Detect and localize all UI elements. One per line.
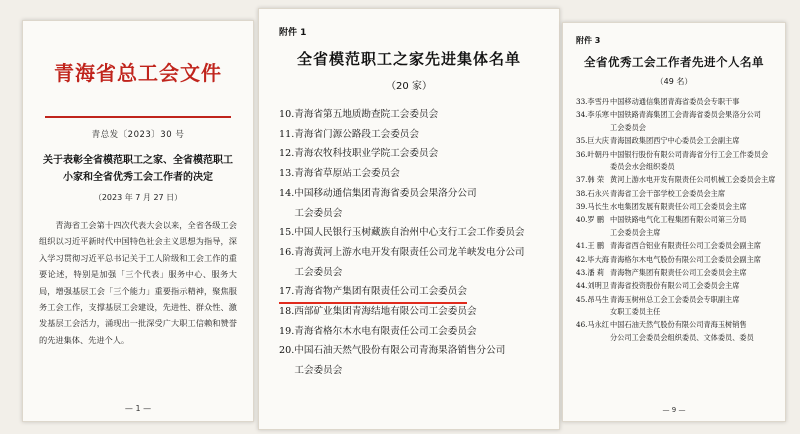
person-name: 35.巨大庆 [576, 136, 609, 146]
list-item: 13.青海省草原站工会委员会 [279, 168, 400, 180]
mid-attachment-label: 附件 1 [279, 28, 307, 38]
person-name: 36.叶朝丹 [576, 149, 609, 159]
person-affiliation: 青海省工会干部学校工会委员会主席 [610, 188, 726, 198]
right-doc-subtitle: （49 名） [655, 77, 693, 86]
person-name: 41.王 鹏 [576, 241, 605, 251]
person-name: 39.马长生 [576, 202, 609, 211]
left-doc-page-number: — 1 — [124, 404, 152, 413]
highlighted-entry: 17.青海省物产集团有限责任公司工会委员会 [279, 283, 467, 302]
left-doc-date: （2023 年 7 月 27 日） [93, 193, 183, 202]
left-doc-title-line-2: 小家和全省优秀工会工作者的决定 [63, 172, 213, 183]
mid-doc-subtitle: （20 家） [386, 81, 432, 92]
list-item [576, 96, 772, 108]
person-affiliation: 中国移动通信集团青海省委员会专职干事 [610, 97, 740, 106]
person-name: 45.昂马生 [576, 294, 609, 304]
right-doc-list [576, 96, 776, 344]
list-item [576, 294, 772, 319]
person-affiliation [610, 267, 772, 279]
list-item: 11.青海省门源公路段工会委员会 [279, 128, 419, 140]
person-name: 37.韩 荣 [576, 175, 605, 185]
middle-document [258, 8, 560, 430]
person-affiliation: 青海国政集团西宁中心委员会工会副主席 [610, 136, 740, 146]
list-item [576, 240, 772, 252]
list-item [576, 267, 772, 279]
list-item: 20.中国石油天然气股份有限公司青海果洛销售分公司 [279, 345, 506, 357]
person-affiliation: 中国铁路电气化工程集团有限公司第三分局 工会委员会主席 [610, 215, 747, 237]
left-document [22, 20, 254, 422]
person-name: 34.李乐寒 [576, 110, 609, 120]
left-doc-title-line-1: 关于表彰全省模范职工之家、全省模范职工 [43, 155, 233, 166]
person-name: 40.罗 鹏 [576, 215, 605, 225]
list-item [576, 319, 772, 344]
person-affiliation: 中国铁路青海集团工会青海省委员会果洛分公司 工会委员会 [610, 110, 761, 132]
list-item: 14.中国移动通信集团青海省委员会果洛分公司 [279, 187, 477, 199]
person-affiliation: 青海玉树州总工会工会委员会专职副主席 女职工委员主任 [610, 294, 740, 316]
list-item [576, 188, 772, 200]
person-name: 33.李雪丹 [576, 97, 609, 106]
person-name: 44.刘明卫 [576, 281, 609, 291]
mid-doc-list [279, 106, 539, 381]
doc-number: 青总发〔2023〕30 号 [91, 130, 185, 140]
person-affiliation: 中国石油天然气股份有限公司青海玉树销售 分公司工会委员会组织委员、文体委员、委员 [610, 320, 754, 342]
person-affiliation: 青海格尔木电气股份有限公司工会委员会副主席 [610, 254, 761, 264]
list-item: 工会委员会 [294, 365, 343, 377]
list-item [576, 174, 776, 186]
list-item [576, 254, 772, 266]
right-doc-page-number: — 9 — [662, 406, 686, 414]
person-affiliation: 青海省西合铝业有限责任公司工会委员会副主席 [610, 241, 761, 251]
highlighted-entry: 青海物产集团有限责任公司工会委员会主席 [610, 267, 747, 279]
list-item: 15.中国人民银行玉树藏族自治州中心支行工会工作委员会 [279, 227, 525, 239]
list-item [576, 135, 772, 147]
left-doc-header-title: 青海省总工会文件 [54, 61, 222, 85]
list-item [576, 214, 772, 239]
person-name: 42.毕大海 [576, 254, 609, 264]
list-item [576, 109, 772, 134]
person-affiliation: 水电集团发展有限责任公司工会委员会主席 [610, 202, 747, 211]
list-item [576, 201, 772, 213]
person-affiliation: 青海省投资股份有限公司工会委员会主席 [610, 281, 740, 291]
person-affiliation: 中国银行股份有限公司青海省分行工会工作委员会 委员会水会组织委员 [610, 149, 769, 171]
left-doc-body [39, 217, 237, 348]
person-name: 43.潘 莉 [576, 267, 605, 277]
list-item: 工会委员会 [294, 266, 343, 278]
list-item: 12.青海农牧科技职业学院工会委员会 [279, 148, 439, 160]
person-name: 46.马永红 [576, 320, 609, 330]
left-doc-body-paragraph: 青海省工会第十四次代表大会以来，全省各级工会组织以习近平新时代中国特色社会主义思想为指导，深入学习贯彻习近平总书记关于工人阶级和工会工作的重要论述，特别是加强「三个代表」服务中心、服务大局，增强基层工会「三个能力」重要指示精神，聚焦服务工会工作，支撑基层工会建设，先进性、群众性、激发基层工会活力，涌现出一批深受广大职工信赖和赞誉的先进集体、先进个人。 [39, 220, 237, 345]
list-item: 18.西部矿业集团青海结地有限公司工会委员会 [279, 306, 477, 318]
red-divider [45, 116, 231, 118]
list-item: 工会委员会 [294, 207, 343, 219]
mid-doc-title: 全省模范职工之家先进集体名单 [296, 50, 521, 68]
list-item [576, 280, 772, 292]
list-item [576, 149, 772, 174]
right-attachment-label: 附件 3 [576, 36, 601, 45]
right-doc-title: 全省优秀工会工作者先进个人名单 [584, 55, 764, 69]
list-item: 19.青海省格尔木水电有限责任公司工会委员会 [279, 325, 477, 337]
list-item [279, 283, 539, 302]
right-document [562, 22, 786, 422]
person-name: 38.石永兴 [576, 188, 609, 198]
list-item: 10.青海省第五地质勘查院工会委员会 [279, 109, 439, 120]
person-affiliation: 黄河上游水电开发有限责任公司机械工会委员会主席 [610, 175, 776, 185]
list-item: 16.青海黄河上游水电开发有限责任公司龙羊峡发电分公司 [279, 246, 525, 258]
